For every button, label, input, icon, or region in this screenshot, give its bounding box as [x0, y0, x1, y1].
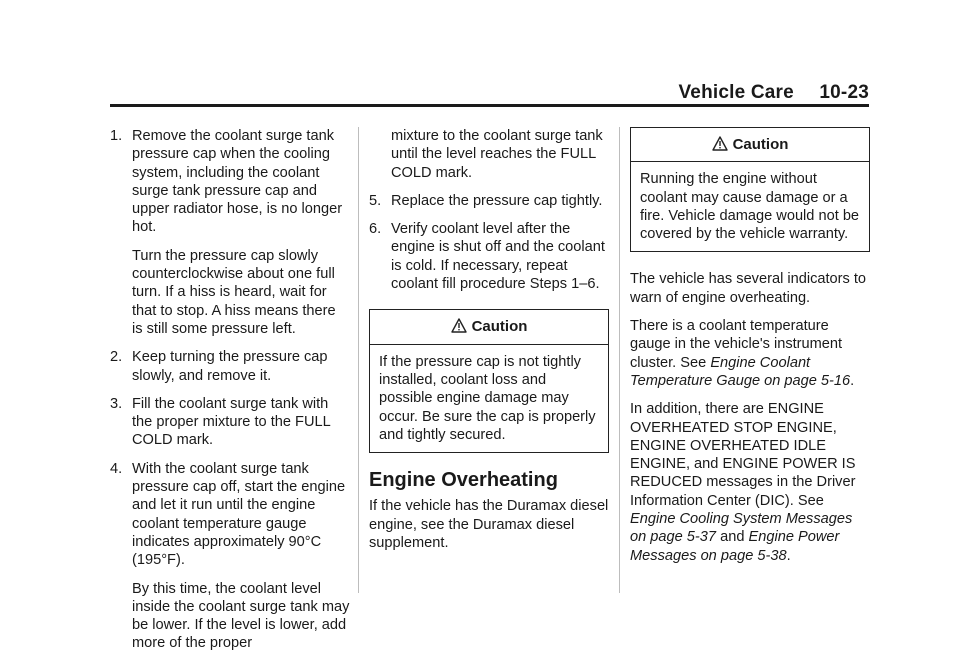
- step-number: 6.: [369, 221, 382, 238]
- page-number: 10-23: [819, 82, 869, 103]
- column-divider: [619, 127, 620, 593]
- paragraph-text: .: [850, 372, 855, 389]
- cross-reference: Engine Power Messages on page 5-38: [630, 529, 840, 564]
- paragraph: If the vehicle has the Duramax diesel engine, see the Duramax diesel supplement.: [369, 498, 609, 552]
- step-number: 3.: [110, 395, 123, 412]
- cross-reference: Engine Coolant Temperature Gauge on page 5-16: [630, 354, 851, 389]
- paragraph: [630, 317, 870, 390]
- column-1: [110, 127, 350, 663]
- step-text: With the coolant surge tank pressure cap off, start the engine and let it run until the engine coolant temperature gauge indicates approximately 90°C (195°F).: [132, 460, 346, 569]
- warning-triangle-icon: [451, 318, 467, 333]
- step-number: 5.: [369, 192, 382, 209]
- step-text: Remove the coolant surge tank pressure cap when the cooling system, including the coolant surge tank pressure cap and upper radiator hose, is no longer hot.: [132, 128, 343, 236]
- caution-title: Caution: [471, 318, 528, 336]
- step-4-continued: mixture to the coolant surge tank until the level reaches the FULL COLD mark.: [391, 128, 603, 181]
- caution-box: [369, 309, 609, 453]
- caution-box: [630, 127, 870, 252]
- paragraph-text: .: [786, 547, 791, 564]
- header-rule: [110, 104, 869, 107]
- step-6: [369, 220, 609, 293]
- caution-title: Caution: [732, 136, 789, 153]
- step-1: [110, 127, 350, 338]
- paragraph-text: In addition, there are ENGINE OVERHEATED STOP ENGINE, ENGINE OVERHEATED IDLE ENGINE, and ENGINE POWER IS REDUCED messages in the Driver Information Center (DIC). See: [630, 401, 856, 509]
- paragraph-text: and: [716, 529, 749, 546]
- step-number: 2.: [110, 349, 123, 366]
- paragraph-text: There is a coolant temperature gauge in the vehicle's instrument cluster. See: [630, 318, 843, 371]
- column-2: [369, 127, 609, 562]
- column-3: [630, 127, 870, 575]
- step-text: Fill the coolant surge tank with the proper mixture to the FULL COLD mark.: [132, 395, 331, 449]
- step-text: Verify coolant level after the engine is shut off and the coolant is cold. If necessary, repeat coolant fill procedure Steps 1–6.: [391, 221, 605, 293]
- step-5: [369, 192, 609, 210]
- caution-body: Running the engine without coolant may cause damage or a fire. Vehicle damage would not be covered by the vehicle warranty.: [640, 171, 860, 243]
- step-text: Turn the pressure cap slowly counterclockwise about one full turn. If a hiss is heard, wait for that to stop. A hiss means there is still some pressure left.: [132, 247, 336, 337]
- step-4: [110, 460, 350, 653]
- caution-body: If the pressure cap is not tightly installed, coolant loss and possible engine damage may occur. Be sure the cap is properly and tightly secured.: [379, 353, 596, 443]
- step-number: 4.: [110, 460, 123, 477]
- paragraph: [630, 400, 870, 565]
- column-divider: [358, 127, 359, 593]
- section-title: Vehicle Care: [678, 82, 794, 103]
- caution-header: [370, 310, 608, 344]
- cross-reference: Engine Cooling System Messages on page 5-37: [630, 511, 853, 546]
- step-3: [110, 395, 350, 450]
- step-2: [110, 348, 350, 385]
- warning-triangle-icon: [712, 136, 728, 151]
- step-text: Replace the pressure cap tightly.: [391, 192, 603, 209]
- paragraph: The vehicle has several indicators to warn of engine overheating.: [630, 271, 867, 306]
- page-header: [678, 82, 869, 104]
- step-text: By this time, the coolant level inside the coolant surge tank may be lower. If the level is lower, add more of the proper: [132, 580, 350, 652]
- section-heading: Engine Overheating: [369, 469, 558, 492]
- caution-header: [631, 128, 869, 162]
- step-number: 1.: [110, 128, 123, 144]
- step-text: Keep turning the pressure cap slowly, and remove it.: [132, 349, 328, 384]
